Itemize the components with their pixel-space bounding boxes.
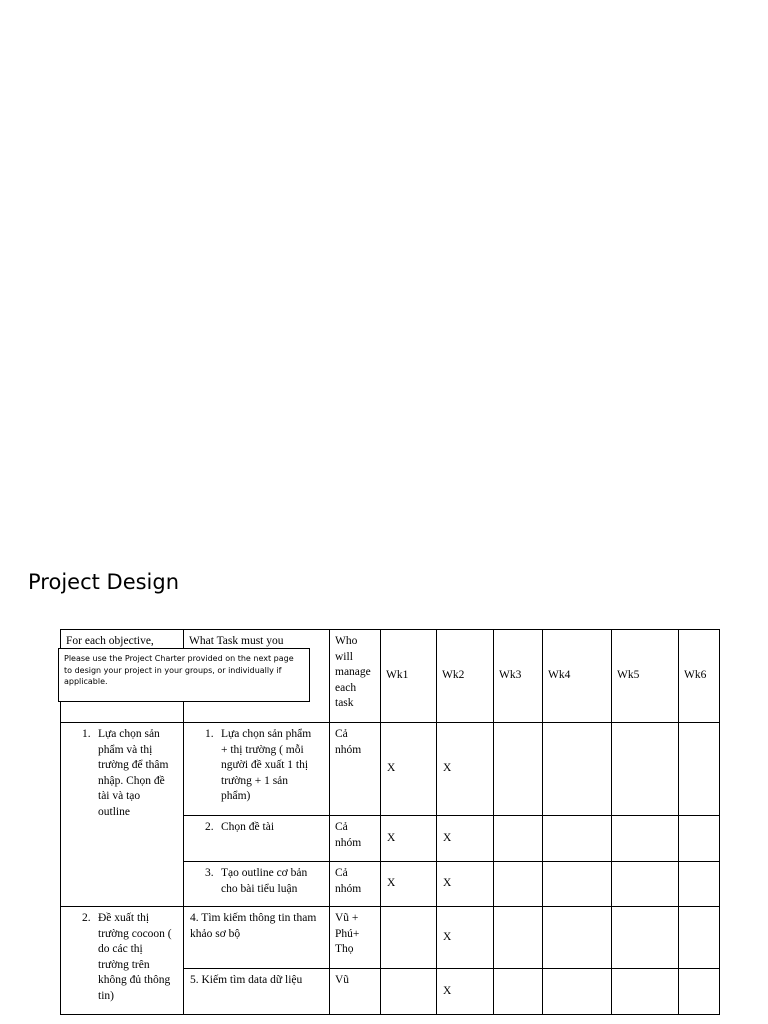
who-cell: Vũ bbox=[330, 969, 381, 1015]
week-mark bbox=[494, 816, 543, 862]
header-week: Wk5 bbox=[612, 630, 679, 723]
table-row bbox=[61, 907, 720, 969]
table-row bbox=[61, 723, 720, 816]
task-number: 2. bbox=[205, 821, 214, 833]
objective-cell bbox=[61, 907, 184, 1015]
week-mark: X bbox=[381, 816, 437, 862]
week-mark: X bbox=[381, 862, 437, 907]
objective-text: Đề xuất thị trường cocoon ( do các thị trường trên không đủ thông tin) bbox=[98, 912, 172, 1002]
who-cell: Cả nhóm bbox=[330, 862, 381, 907]
task-cell bbox=[184, 816, 330, 862]
header-task: What Task must you bbox=[184, 630, 330, 723]
task-cell: 5. Kiếm tìm data dữ liệu bbox=[184, 969, 330, 1015]
week-mark bbox=[543, 816, 612, 862]
week-mark: X bbox=[437, 816, 494, 862]
week-mark: X bbox=[437, 862, 494, 907]
objective-number: 2. bbox=[82, 912, 91, 924]
week-mark bbox=[494, 862, 543, 907]
week-mark: X bbox=[437, 969, 494, 1015]
week-mark bbox=[679, 969, 720, 1015]
task-cell bbox=[184, 862, 330, 907]
week-mark bbox=[612, 907, 679, 969]
week-mark bbox=[679, 816, 720, 862]
week-mark bbox=[679, 862, 720, 907]
week-mark bbox=[543, 969, 612, 1015]
objective-text: Lựa chọn sản phẩm và thị trường để thâm nhập. Chọn đề tài và tạo outline bbox=[98, 728, 169, 818]
week-mark bbox=[679, 907, 720, 969]
task-cell: 4. Tìm kiếm thông tin tham khảo sơ bộ bbox=[184, 907, 330, 969]
header-objective: For each objective, bbox=[61, 630, 184, 723]
who-cell: Vũ + Phú+ Thọ bbox=[330, 907, 381, 969]
week-mark bbox=[494, 969, 543, 1015]
who-cell: Cả nhóm bbox=[330, 723, 381, 816]
week-mark bbox=[612, 723, 679, 816]
week-mark bbox=[543, 862, 612, 907]
week-mark bbox=[381, 907, 437, 969]
week-mark: X bbox=[437, 907, 494, 969]
task-text: Chọn đề tài bbox=[221, 821, 275, 833]
instruction-note: Please use the Project Charter provided on the next page to design your project in your groups, or individually if applicable. bbox=[58, 648, 310, 702]
task-cell bbox=[184, 723, 330, 816]
week-mark bbox=[612, 862, 679, 907]
week-mark: X bbox=[381, 723, 437, 816]
header-week: Wk6 bbox=[679, 630, 720, 723]
header-week: Wk4 bbox=[543, 630, 612, 723]
task-text: Tạo outline cơ bản cho bài tiểu luận bbox=[221, 867, 308, 895]
task-text: Lựa chọn sản phẩm + thị trường ( mỗi người đề xuất 1 thị trường + 1 sản phẩm) bbox=[221, 728, 312, 803]
objective-number: 1. bbox=[82, 728, 91, 740]
task-number: 3. bbox=[205, 867, 214, 879]
task-number: 1. bbox=[205, 728, 214, 740]
week-mark bbox=[543, 907, 612, 969]
week-mark bbox=[612, 969, 679, 1015]
page-heading: Project Design bbox=[28, 570, 180, 594]
week-mark bbox=[612, 816, 679, 862]
week-mark bbox=[543, 723, 612, 816]
week-mark bbox=[679, 723, 720, 816]
header-week: Wk2 bbox=[437, 630, 494, 723]
objective-cell bbox=[61, 723, 184, 907]
week-mark bbox=[494, 723, 543, 816]
week-mark bbox=[381, 969, 437, 1015]
header-week: Wk3 bbox=[494, 630, 543, 723]
week-mark: X bbox=[437, 723, 494, 816]
header-week: Wk1 bbox=[381, 630, 437, 723]
header-who: Who will manage each task bbox=[330, 630, 381, 723]
week-mark bbox=[494, 907, 543, 969]
who-cell: Cả nhóm bbox=[330, 816, 381, 862]
